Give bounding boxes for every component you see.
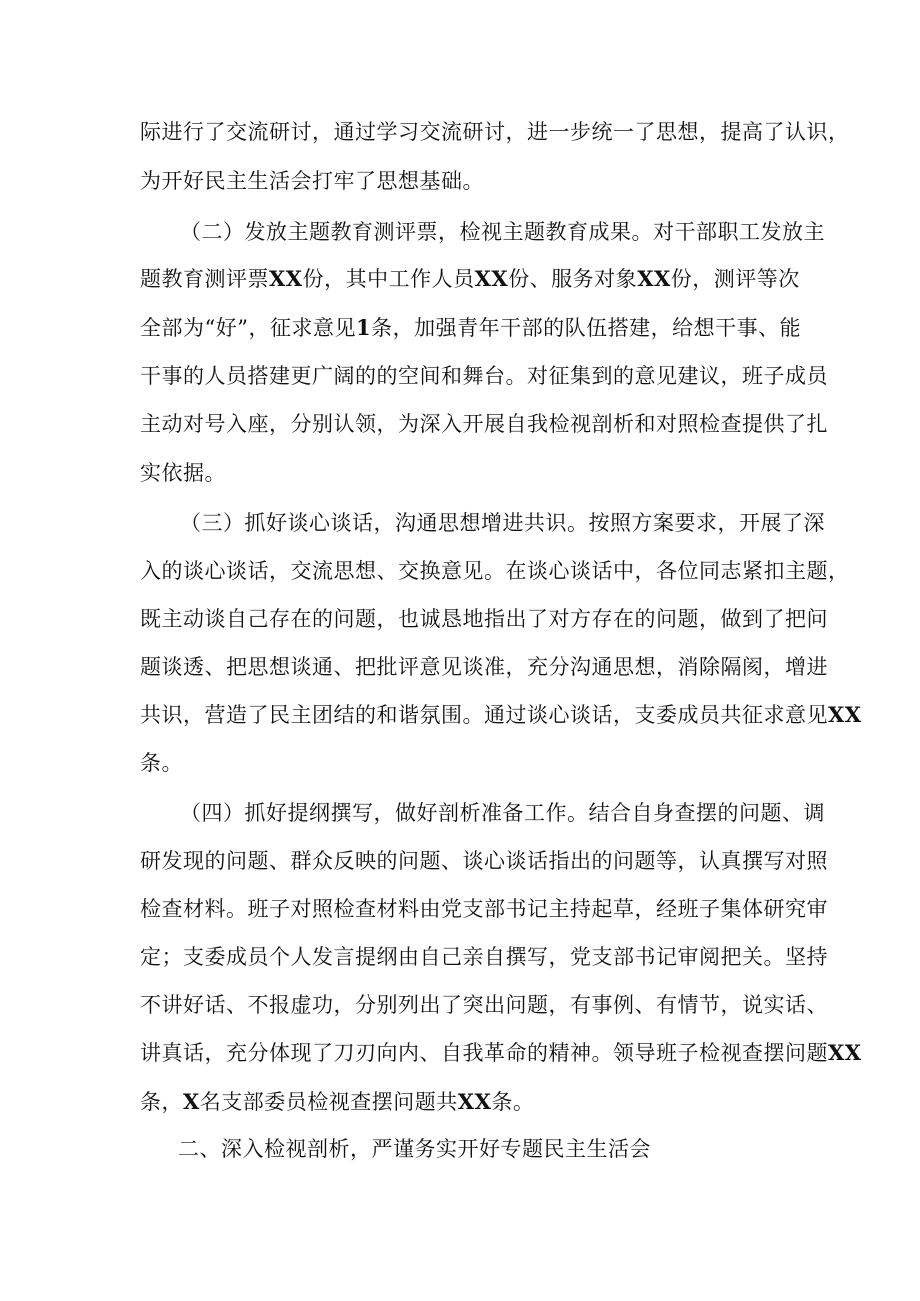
paragraph-line: 不讲好话、不报虚功，分别列出了突出问题，有事例、有情节，说实话、 xyxy=(140,993,828,1017)
paragraph-line: 题教育测评票XX份，其中工作人员XX份、服务对象XX份，测评等次 xyxy=(140,266,800,291)
paragraph-line: 题谈透、把思想谈通、把批评意见谈准，充分沟通思想，消除隔阂，增进 xyxy=(140,655,828,679)
paragraph-line: 条，X名支部委员检视查摆问题共XX条。 xyxy=(140,1089,535,1114)
paragraph-line: 条。 xyxy=(140,751,183,775)
paragraph-line: 干事的人员搭建更广阔的的空间和舞台。对征集到的意见建议，班子成员 xyxy=(140,364,828,388)
paragraph-line: （三）抓好谈心谈话，沟通思想增进共识。按照方案要求，开展了深 xyxy=(180,511,825,535)
paragraph-line: 研发现的问题、群众反映的问题、谈心谈话指出的问题等，认真撰写对照 xyxy=(140,849,828,873)
paragraph-line: （二）发放主题教育测评票，检视主题教育成果。对干部职工发放主 xyxy=(180,220,825,244)
paragraph-line: 讲真话，充分体现了刀刃向内、自我革命的精神。领导班子检视查摆问题XX xyxy=(140,1040,862,1065)
paragraph-line: 际进行了交流研讨，通过学习交流研讨，进一步统一了思想，提高了认识， xyxy=(140,120,850,144)
paragraph-line: 定；支委成员个人发言提纲由自己亲自撰写，党支部书记审阅把关。坚持 xyxy=(140,945,828,969)
paragraph-line: 全部为“好”，征求意见1条，加强青年干部的队伍搭建，给想干事、能 xyxy=(140,315,802,340)
paragraph-line: 为开好民主生活会打牢了思想基础。 xyxy=(140,169,484,193)
paragraph-line: 入的谈心谈话，交流思想、交换意见。在谈心谈话中，各位同志紧扣主题， xyxy=(140,559,850,583)
section-heading: 二、深入检视剖析，严谨务实开好专题民主生活会 xyxy=(178,1137,651,1161)
paragraph-line: 实依据。 xyxy=(140,461,226,485)
paragraph-line: 既主动谈自己存在的问题，也诚恳地指出了对方存在的问题，做到了把问 xyxy=(140,607,828,631)
paragraph-line: （四）抓好提纲撰写，做好剖析准备工作。结合自身查摆的问题、调 xyxy=(180,801,825,825)
paragraph-line: 主动对号入座，分别认领，为深入开展自我检视剖析和对照检查提供了扎 xyxy=(140,412,828,436)
paragraph-line: 检查材料。班子对照检查材料由党支部书记主持起草，经班子集体研究审 xyxy=(140,897,828,921)
paragraph-line: 共识，营造了民主团结的和谐氛围。通过谈心谈话，支委成员共征求意见XX xyxy=(140,702,862,727)
